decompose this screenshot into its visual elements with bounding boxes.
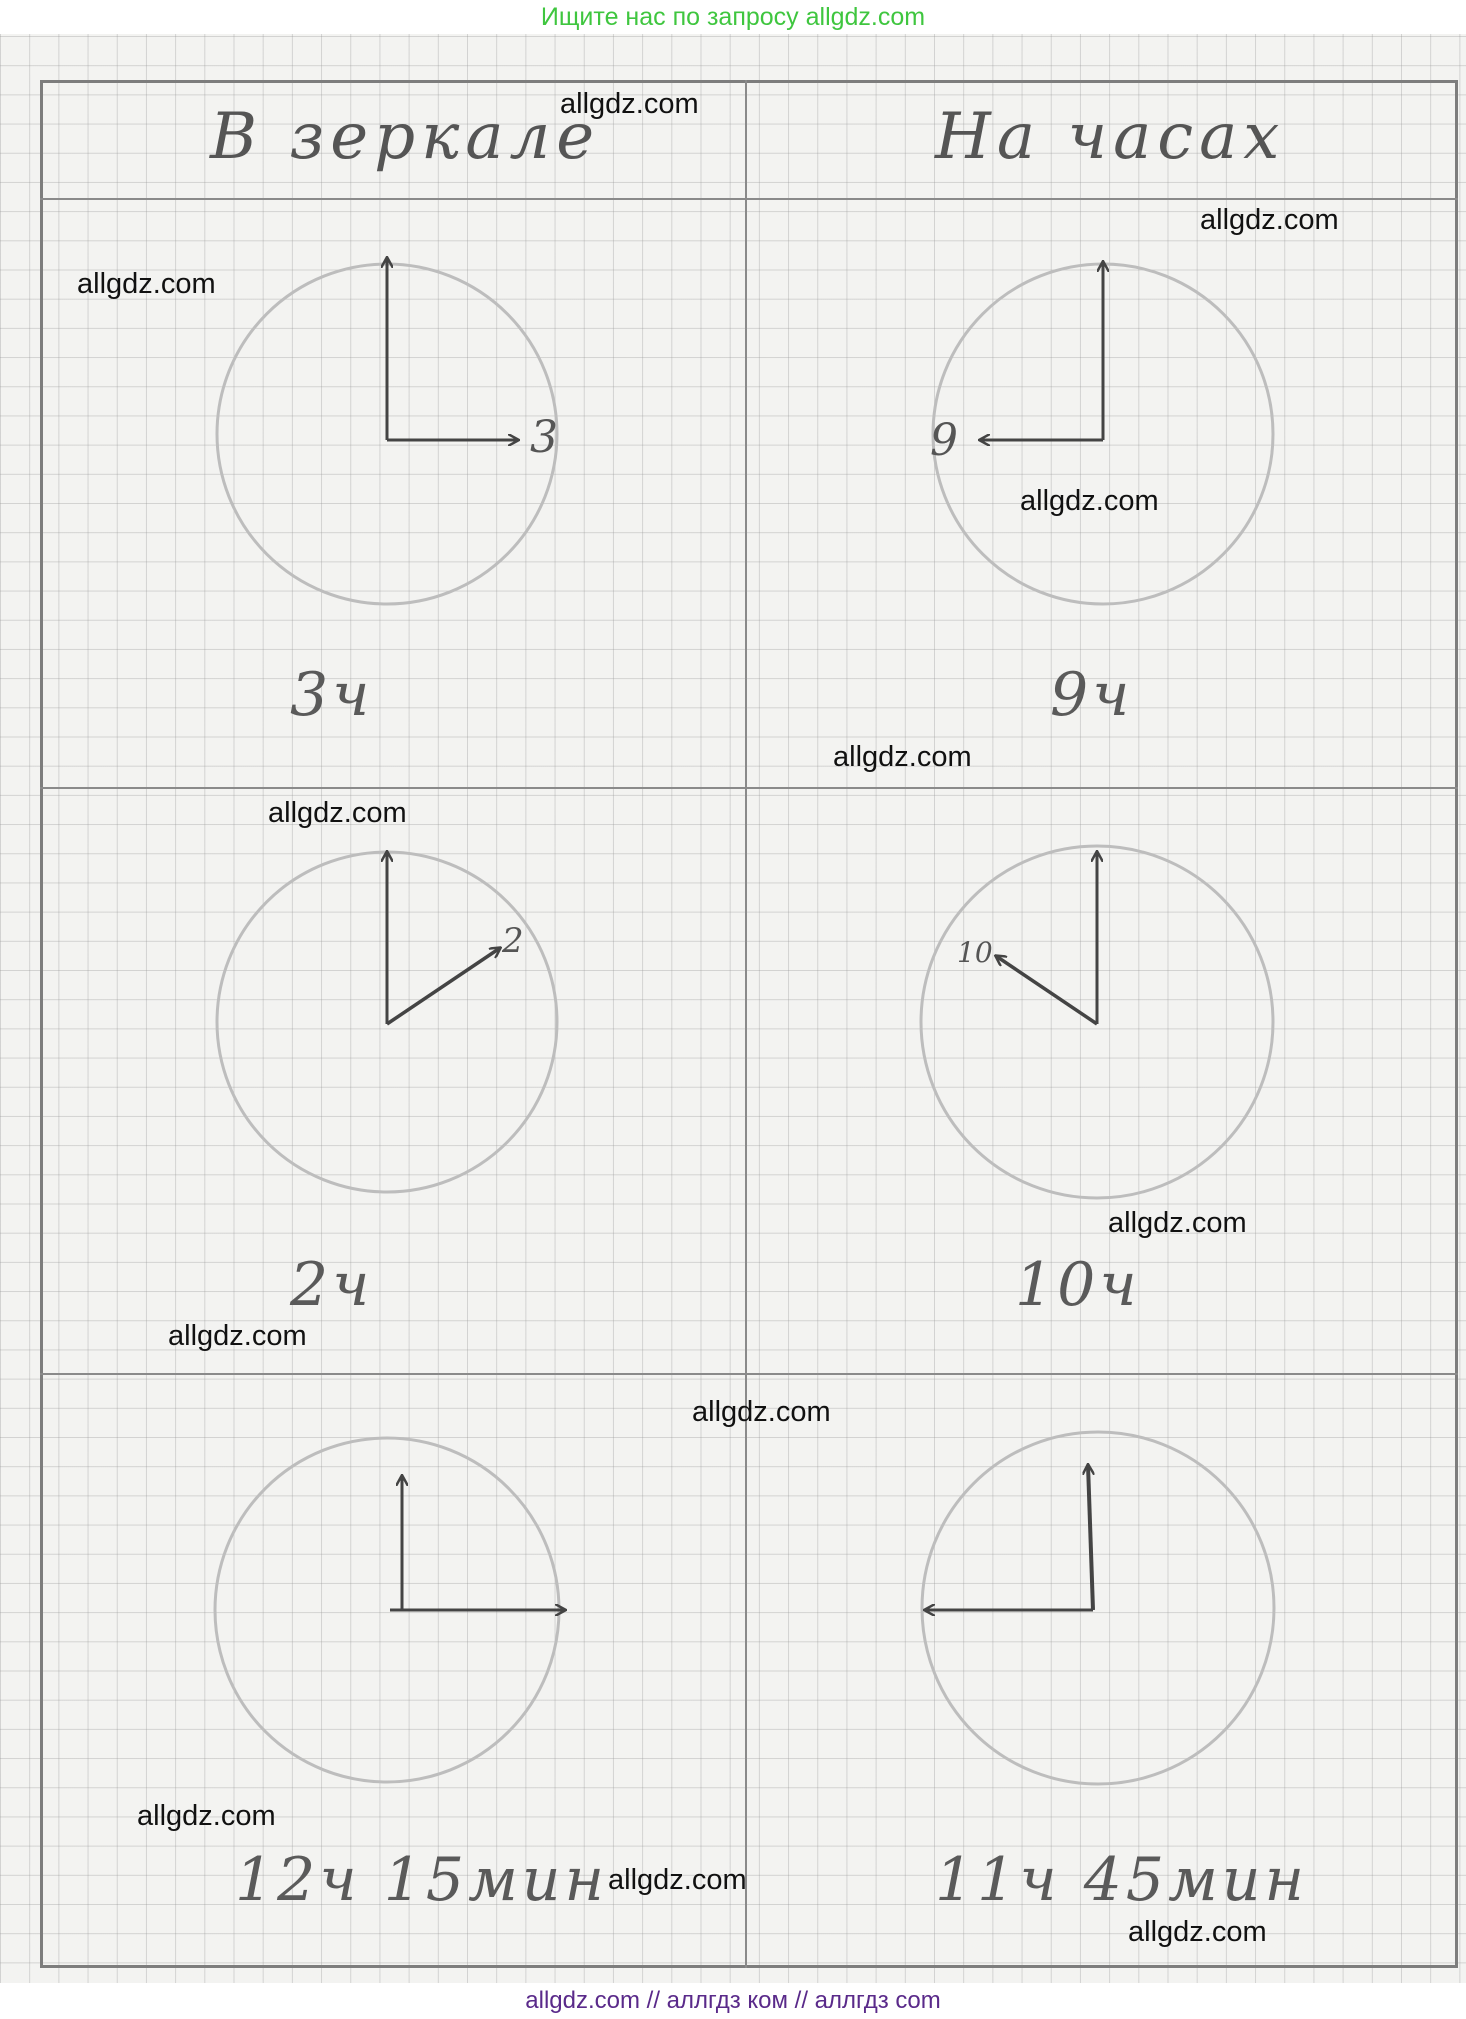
- watermark: allgdz.com: [137, 1800, 276, 1832]
- hour-hand: [996, 956, 1097, 1024]
- caption-clock-1: 9ч: [1050, 660, 1134, 730]
- clock-face-clock-2: [921, 846, 1273, 1198]
- watermark: allgdz.com: [608, 1864, 747, 1896]
- caption-mirror-1: 3ч: [290, 660, 374, 730]
- watermark: allgdz.com: [77, 268, 216, 300]
- watermark: allgdz.com: [1108, 1207, 1247, 1239]
- header-in-mirror: В зеркале: [210, 100, 601, 174]
- hour-mark-label: 2: [502, 921, 524, 961]
- hour-hand: [387, 948, 500, 1024]
- clock-face-clock-3: [922, 1432, 1274, 1784]
- watermark: allgdz.com: [1020, 485, 1159, 517]
- caption-clock-2: 10ч: [1015, 1250, 1141, 1320]
- top-banner: Ищите нас по запросу allgdz.com: [0, 0, 1466, 34]
- caption-clock-3: 11ч 45мин: [935, 1845, 1309, 1915]
- hour-mark-label: 9: [930, 415, 958, 466]
- watermark: allgdz.com: [1128, 1916, 1267, 1948]
- watermark: allgdz.com: [833, 741, 972, 773]
- clock-face-clock-1: [930, 262, 1273, 604]
- watermark: allgdz.com: [268, 797, 407, 829]
- caption-mirror-3: 12ч 15мин: [235, 1845, 609, 1915]
- watermark: allgdz.com: [1200, 204, 1339, 236]
- hour-mark-label: 3: [530, 412, 558, 463]
- minute-hand: [1088, 1465, 1093, 1610]
- hour-mark-label: 10: [957, 936, 993, 969]
- clock-face-mirror-3: [215, 1438, 565, 1782]
- watermark: allgdz.com: [560, 88, 699, 120]
- watermark: allgdz.com: [692, 1396, 831, 1428]
- watermark: allgdz.com: [168, 1320, 307, 1352]
- clock-face-mirror-1: [217, 258, 558, 604]
- caption-mirror-2: 2ч: [290, 1250, 374, 1320]
- clock-face-mirror-2: [217, 852, 557, 1192]
- bottom-banner: allgdz.com // аллгдз ком // аллгдз com: [0, 1983, 1466, 2019]
- header-on-clock: На часах: [935, 100, 1286, 174]
